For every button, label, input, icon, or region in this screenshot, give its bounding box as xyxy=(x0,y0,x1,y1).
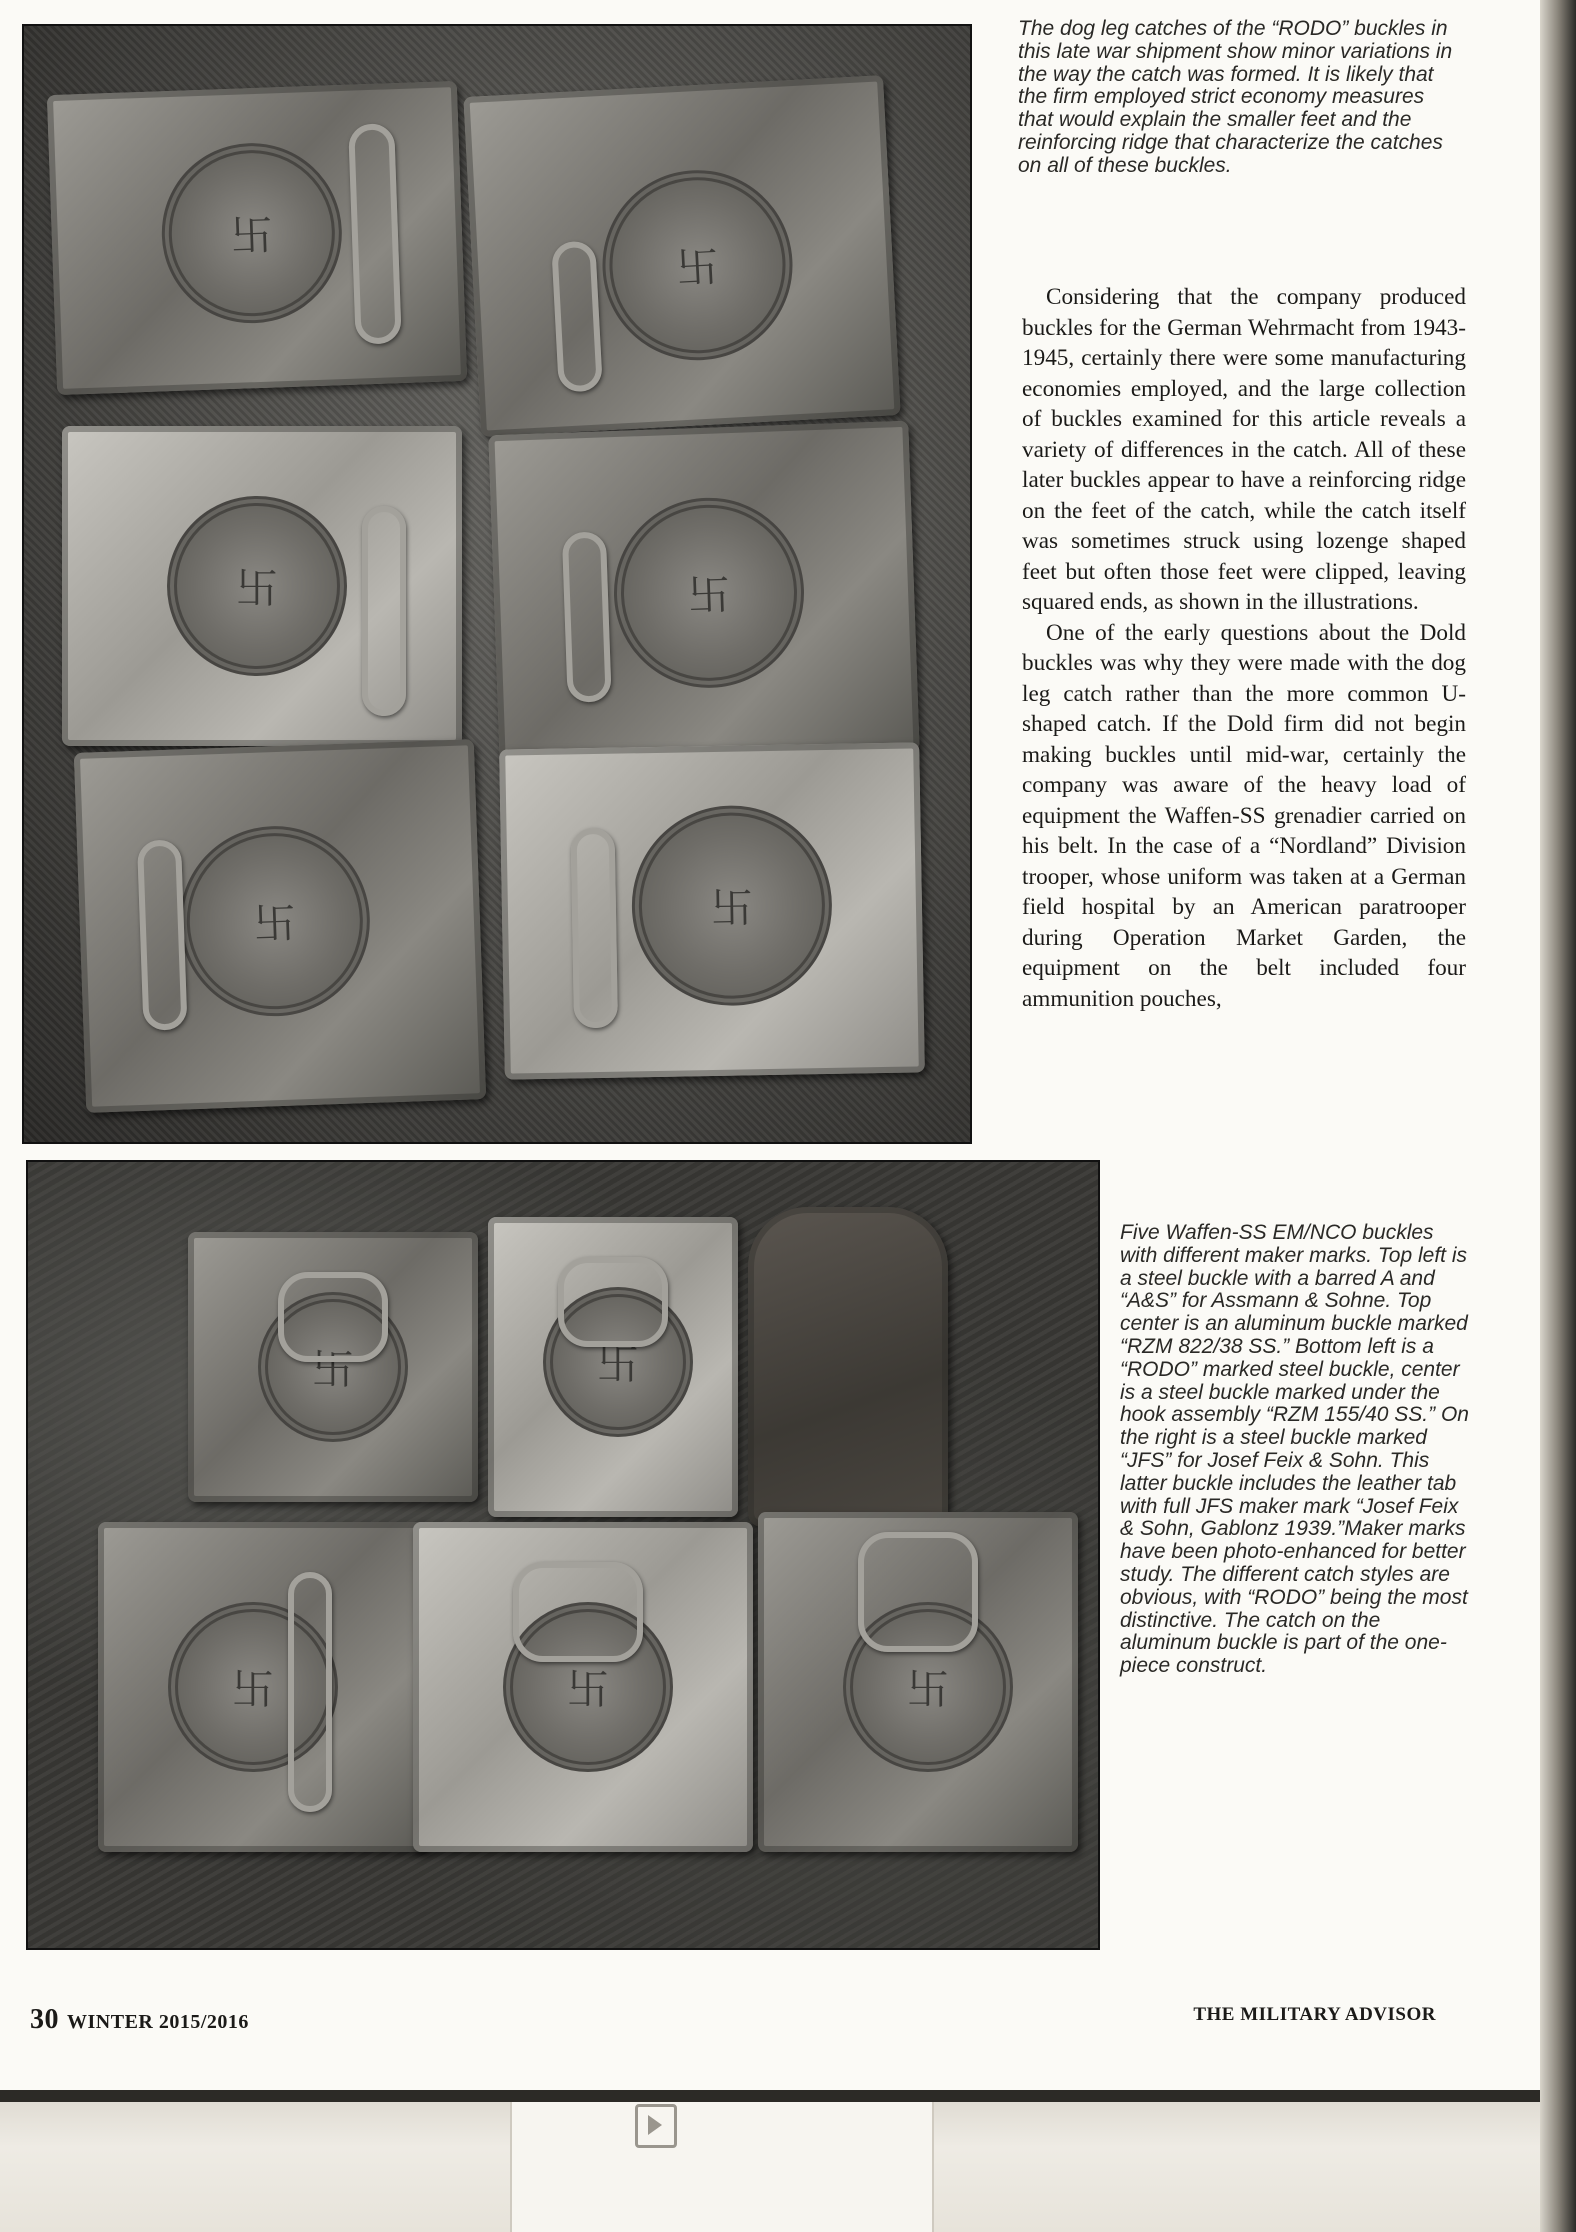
buckle-3 xyxy=(62,426,462,746)
scanner-edge xyxy=(0,2090,1540,2102)
buckle-4 xyxy=(488,421,919,765)
buckle-6 xyxy=(499,742,925,1079)
buckle-aluminum xyxy=(488,1217,738,1517)
book-gutter xyxy=(1540,0,1576,2232)
video-icon xyxy=(635,2104,677,2148)
issue-label: WINTER 2015/2016 xyxy=(67,2011,249,2033)
buckle-assmann xyxy=(188,1232,478,1502)
article-paragraph: Considering that the company produced buckles for the German Wehrmacht from 1943-1945, certainly there were some manufacturing economies employed, and the large collection of buckles examined for this article reveals a variety of differences in the catch. All of these later buckles appear to have a reinforcing ridge on the feet of the catch, while the catch itself was sometimes struck using lozenge shaped feet but often those feet were clipped, leaving squared ends, as shown in the illustrations. xyxy=(1022,284,1466,615)
buckle-5 xyxy=(74,739,486,1113)
buckle-rodo xyxy=(98,1522,428,1852)
photo-caption-top: The dog leg catches of the “RODO” buckles in this late war shipment show minor variations in the way the catch was formed. It is likely that the firm employed strict economy measures that would explain the smaller feet and the reinforcing ridge that characterize the catches on all of these buckles. xyxy=(1018,17,1453,177)
photo-five-buckles xyxy=(26,1160,1100,1950)
buckle-2 xyxy=(463,75,900,437)
article-body xyxy=(1022,282,1466,1014)
buckle-rzm-155-40 xyxy=(413,1522,753,1852)
photo-caption-bottom: Five Waffen-SS EM/NCO buckles with different maker marks. Top left is a steel buckle with a barred A and “A&S” for Assmann & Sohne. Top center is an aluminum buckle marked “RZM 822/38 SS.” Bottom left is a “RODO” marked steel buckle, center is a steel buckle marked under the hook assembly “RZM 155/40 SS.” On the right is a steel buckle marked “JFS” for Josef Feix & Sohn. This latter buckle includes the leather tab with full JFS maker mark “Josef Feix & Sohn, Gablonz 1939.”Maker marks have been photo-enhanced for better study. The different catch styles are obvious, with “RODO” being the most distinctive. The catch on the aluminum buckle is part of the one-piece construct. xyxy=(1120,1221,1469,1678)
buckle-jfs xyxy=(758,1512,1078,1852)
page-number: 30 xyxy=(30,2004,59,2035)
photo-rodo-buckles xyxy=(22,24,972,1144)
buckle-1 xyxy=(47,81,467,395)
leather-tab xyxy=(748,1207,948,1527)
scanner-tab xyxy=(510,2102,934,2232)
page-footer-left xyxy=(30,2004,249,2036)
article-paragraph: One of the early questions about the Dold buckles was why they were made with the dog leg catch rather than the more common U-shaped catch. If the Dold firm did not begin making buckles until mid-war, certainly the company was aware of the heavy load of equipment the Waffen-SS grenadier carried on his belt. In the case of a “Nordland” Division trooper, whose uniform was taken at a German field hospital by an American paratrooper during Operation Market Garden, the equipment on the belt included four ammunition pouches, xyxy=(1022,619,1466,1012)
magazine-title: THE MILITARY ADVISOR xyxy=(1193,2004,1436,2025)
